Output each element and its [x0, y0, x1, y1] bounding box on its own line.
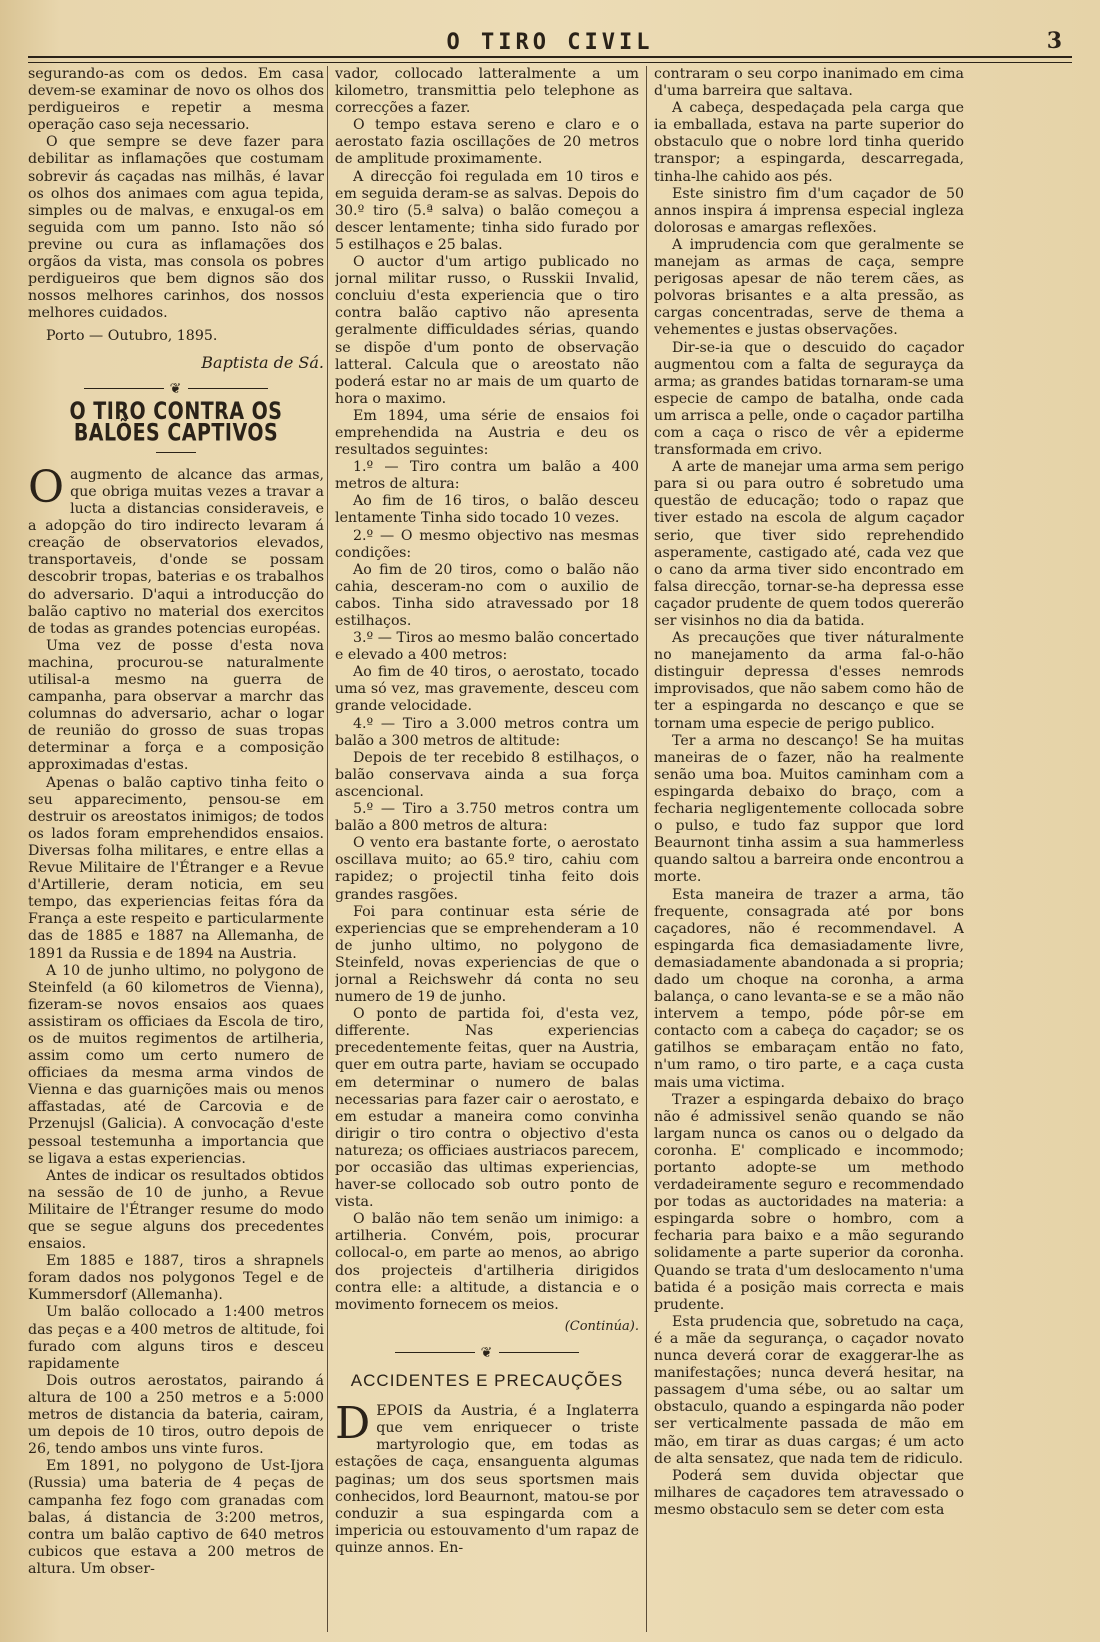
- paragraph-with-dropcap: [28, 461, 324, 638]
- paragraph: A arte de manejar uma arma sem perigo para si ou para outro é sobretudo uma questão de educação; todo o rapaz que tiver estado na escola de algum caçador serio, que tiver sido reprehendido asperamente, castigado até, cada vez que o cano da arma tiver sido encontrado em falsa direcção, tornar-se-ha depressa esse caçador prudente de quem todos quererão ser visinhos no dia da batida.: [654, 459, 964, 629]
- paragraph: Esta maneira de trazer a arma, tão frequente, consagrada até por bons caçadores, não é recommendavel. A espingarda fica demasiadamente livre, demasiadamente abandonada a si propria; dado um choque na coronha, a arma balança, o cano levanta-se e se a mão não intervem a tempo, póde pôr-se em contacto com a cabeça do caçador; se os gatilhos se embaraçam então no fato, n'um ramo, o tiro parte, e a caça custa mais uma victima.: [654, 886, 964, 1091]
- paragraph: 2.º — O mesmo objectivo nas mesmas condições:: [335, 527, 639, 561]
- paragraph: Ao fim de 40 tiros, o aerostato, tocado uma só vez, mas gravemente, desceu com grande velocidade.: [335, 664, 639, 715]
- ornament-glyph: ❦: [169, 380, 183, 397]
- dropcap: D: [335, 1398, 371, 1450]
- column-2: [335, 66, 639, 1634]
- running-title: O TIRO CIVIL: [446, 30, 654, 55]
- section-ornament: [28, 381, 324, 398]
- paragraph: Este sinistro fim d'um caçador de 50 annos inspira á imprensa especial ingleza dolorosas e amargas reflexões.: [654, 185, 964, 236]
- paragraph: Depois de ter recebido 8 estilhaços, o balão conservava ainda a sua força ascencional.: [335, 749, 639, 800]
- paragraph: Ao fim de 16 tiros, o balão desceu lentamente Tinha sido tocado 10 vezes.: [335, 493, 639, 527]
- paragraph: Esta prudencia que, sobretudo na caça, é a mãe da segurança, o caçador novato nunca deverá corar de exaggerar-lhe as manifestações; nunca deverá hesitar, na passagem d'uma sébe, ou ao saltar um obstaculo, quando a espingarda não poder ser verticalmente passada de mão em mão, em tirar as duas cargas; é um acto de alta sensatez, que nada tem de ridiculo.: [654, 1313, 964, 1467]
- paragraph: A cabeça, despedaçada pela carga que ia emballada, estava na parte superior do obstaculo que o nobre lord tinha querido transpor; a espingarda, descarregada, tinha-lhe cahido aos pés.: [654, 100, 964, 185]
- header-rule: [28, 56, 1072, 63]
- paragraph: A direcção foi regulada em 10 tiros e em seguida deram-se as salvas. Depois do 30.º tiro (5.ª salva) o balão começou a descer lentamente; tinha sido furado por 5 estilhaços e 25 balas.: [335, 168, 639, 253]
- paragraph: As precauções que tiver náturalmente no manejamento da arma fal-o-hão distinguir depressa d'esses nemrods improvisados, que não sabem como hão de ter a espingarda no descanço e que se tornam uma especie de perigo publico.: [654, 630, 964, 732]
- page-header: [28, 24, 1072, 54]
- ornament-line: [395, 1352, 475, 1353]
- paragraph: Antes de indicar os resultados obtidos na sessão de 10 de junho, a Revue Militaire de l'Étranger resume do modo que se segue alguns dos precedentes ensaios.: [28, 1167, 324, 1253]
- paragraph: Uma vez de posse d'esta nova machina, procurou-se naturalmente utilisal-a mesmo na guerra de campanha, para observar a marchr das columnas do adversario, achar o logar de reunião do grosso de suas tropas determinar a força e a composição approximadas d'estas.: [28, 637, 324, 774]
- paragraph-text: EPOIS da Austria, é a Inglaterra que vem enriquecer o triste martyrologio que, em todas as estações de caça, ensanguenta algumas paginas; um dos seus sportsmen mais conhecidos, lord Beaurnont, matou-se por conduzir a sua espingarda com a impericia ou estouvamento d'um rapaz de quinze annos. En-: [335, 1403, 639, 1556]
- dropcap: O: [28, 461, 65, 513]
- paragraph: Foi para continuar esta série de experiencias que se emprehenderam a 10 de junho ultimo, no polygono de Steinfeld, novas experiencias de que o jornal a Reichswehr dá conta no seu numero de 19 de junho.: [335, 903, 639, 1006]
- paragraph: vador, collocado latteralmente a um kilometro, transmittia pelo telephone as correcções a fazer.: [335, 66, 639, 117]
- paragraph: contraram o seu corpo inanimado em cima d'uma barreira que saltava.: [654, 66, 964, 100]
- paragraph: O tempo estava sereno e claro e o aerostato fazia oscillações de 20 metros de amplitude proximamente.: [335, 117, 639, 168]
- paragraph: Em 1894, uma série de ensaios foi emprehendida na Austria e deu os resultados seguintes:: [335, 407, 639, 459]
- paragraph: O auctor d'um artigo publicado no jornal militar russo, o Russkii Invalid, concluiu d'esta experiencia que o tiro contra balão captivo não apresenta geralmente difficuldades sérias, quando se dispõe d'um ponto de observação latteral. Calcula que o areostato não poderá estar no ar mais de um quarto de hora o maximo.: [335, 254, 639, 407]
- column-divider-1: [327, 66, 328, 1632]
- author-signature: Baptista de Sá.: [201, 352, 324, 372]
- paragraph: O vento era bastante forte, o aerostato oscillava muito; ao 65.º tiro, cahiu com rapidez; o projectil tinha feito dois grandes rasgões.: [335, 835, 639, 903]
- paragraph: A 10 de junho ultimo, no polygono de Steinfeld (a 60 kilometros de Vienna), fizeram-se novos ensaios aos quaes assistiram os officiaes da Escola de tiro, os de muitos regimentos de artilheria, assim como um certo numero de officiaes da mesma arma vindos de Vienna e das guarnições mais ou menos affastadas, até de Carcovia e de Przenujsl (Galicia). A convocação d'este pessoal testemunha a importancia que se ligava a estas experiencias.: [28, 962, 324, 1167]
- paragraph: Apenas o balão captivo tinha feito o seu apparecimento, pensou-se em destruir os areostatos inimigos; de todos os lados foram emprehendidos ensaios. Diversas folha militares, e entre ellas a Revue Militaire de l'Étranger e a Revue d'Artillerie, deram noticia, em seu tempo, das experiencias feitas fóra da França a este respeito e particularmente das de 1885 e 1887 na Allemanha, de 1891 da Russia e de 1894 na Austria.: [28, 774, 324, 962]
- continued-note: (Continúa).: [564, 1318, 639, 1334]
- ornament-glyph: ❦: [480, 1344, 494, 1361]
- paragraph: segurando-as com os dedos. Em casa devem-se examinar de novo os olhos dos perdigueiros e repetir a mesma operação caso seja necessario.: [28, 66, 324, 134]
- paragraph: Ter a arma no descanço! Se ha muitas maneiras de o fazer, não ha realmente senão uma boa. Muitos caminham com a espingarda debaixo do braço, com a fecharia negligentemente collocada sobre o pulso, e tudo faz suppor que lord Beaurnont tinha assim a sua hammerless quando saltou a barreira onde encontrou a morte.: [654, 732, 964, 886]
- ornament-line: [499, 1352, 579, 1353]
- paragraph: 3.º — Tiros ao mesmo balão concertado e elevado a 400 metros:: [335, 630, 639, 664]
- ornament-line: [188, 388, 268, 389]
- paragraph: O balão não tem senão um inimigo: a artilheria. Convém, pois, procurar collocal-o, em parte ao menos, ao abrigo dos projecteis d'artilheria dirigidos contra elle: a altitude, a distancia e o movimento fornecem os meios.: [335, 1211, 639, 1313]
- paragraph-text: augmento de alcance das armas, que obriga muitas vezes a travar a lucta a distancias consideraveis, e a adopção do tiro indirecto levaram á creação de observatorios elevados, transportaveis, d'onde se possam descobrir tropas, baterias e os trabalhos do adversario. D'aqui a introducção do balão captivo no material dos exercitos de todas as grandes potencias européas.: [28, 466, 324, 637]
- paragraph: Trazer a espingarda debaixo do braço não é admissivel senão quando se não largam nunca os canos ou o delgado da coronha. E' complicado e incommodo; portanto adopte-se um methodo verdadeiramente seguro e recommendado por todas as auctoridades na materia: a espingarda sobre o hombro, com a fecharia para baixo e a mão segurando solidamente a parte superior da coronha. Quando se trata d'um deslocamento n'uma batida é a posição mais correcta e mais prudente.: [654, 1091, 964, 1313]
- paragraph-with-dropcap: [335, 1398, 639, 1557]
- paragraph: Dois outros aerostatos, pairando á altura de 100 a 250 metros e a 5:000 metros de distancia da bateria, cairam, um depois de 10 tiros, outro depois de 26, tendo ambos uns vinte furos.: [28, 1372, 324, 1458]
- page-number: 3: [1046, 28, 1062, 54]
- paragraph: Ao fim de 20 tiros, como o balão não cahia, desceram-no com o auxilio de cabos. Tinha sido atravessado por 18 estilhaços.: [335, 561, 639, 629]
- paragraph: 1.º — Tiro contra um balão a 400 metros de altura:: [335, 459, 639, 493]
- paragraph: O ponto de partida foi, d'esta vez, differente. Nas experiencias precedentemente feitas, quer na Austria, quer em outra parte, haviam se occupado em determinar o numero de balas necessarias para fazer cair o aerostato, e em estudar a maneira como convinha dirigir o tiro contra o objectivo d'esta natureza; os officiaes austriacos parecem, por occasião das ultimas experiencias, haver-se collocado sob outro ponto de vista.: [335, 1006, 639, 1211]
- article-title: O TIRO CONTRA OS BALÕES CAPTIVOS: [69, 397, 283, 447]
- paragraph: Poderá sem duvida objectar que milhares de caçadores tem atravessado o mesmo obstaculo sem se deter com esta: [654, 1467, 964, 1518]
- column-divider-2: [646, 66, 647, 1632]
- title-rule: [156, 452, 196, 453]
- paragraph: A imprudencia com que geralmente se manejam as armas de caça, sempre perigosas apesar de não terem cães, as polvoras brisantes e a alta pressão, as cargas concentradas, serve de thema a vehementes e justas observações.: [654, 236, 964, 339]
- paragraph: Um balão collocado a 1:400 metros das peças e a 400 metros de altitude, foi furado com alguns tiros e desceu rapidamente: [28, 1304, 324, 1372]
- paragraph: 5.º — Tiro a 3.750 metros contra um balão a 800 metros de altura:: [335, 801, 639, 835]
- column-1: [28, 66, 324, 1634]
- column-3: [654, 66, 964, 1634]
- paragraph: 4.º — Tiro a 3.000 metros contra um balão a 300 metros de altitude:: [335, 715, 639, 749]
- ornament-line: [84, 388, 164, 389]
- paragraph: Dir-se-ia que o descuido do caçador augmentou com a falta de seguraуça da arma; as grandes batidas tornaram-se uma especie de campo de batalha, onde cada um arrisca a pelle, onde o caçador partilha com a caça o risco de vêr a epiderme transformada em crivo.: [654, 339, 964, 459]
- signoff-dateline: Porto — Outubro, 1895.: [46, 328, 218, 345]
- article-title: ACCIDENTES E PRECAUÇÕES: [350, 1371, 624, 1391]
- paragraph: Em 1885 e 1887, tiros a shrapnels foram dados nos polygonos Tegel e de Kummersdorf (Allemanha).: [28, 1253, 324, 1304]
- paragraph: O que sempre se deve fazer para debilitar as inflamações que costumam sobrevir ás caçadas nas milhãs, é lavar os olhos dos animaes com agua tepida, simples ou de malvas, e enxugal-os em seguida com um panno. Isto não só previne ou cura as inflamações dos orgãos da vista, mas consola os pobres perdigueiros que bem dignos são dos nossos melhores carinhos, dos nossos melhores cuidados.: [28, 134, 324, 322]
- section-ornament: [335, 1345, 639, 1362]
- paragraph: Em 1891, no polygono de Ust-Ijora (Russia) uma bateria de 4 peças de campanha fez fogo com granadas com balas, á distancia de 3:200 metros, contra um balão captivo de 640 metros cubicos que estava a 200 metros de altura. Um obser-: [28, 1458, 324, 1577]
